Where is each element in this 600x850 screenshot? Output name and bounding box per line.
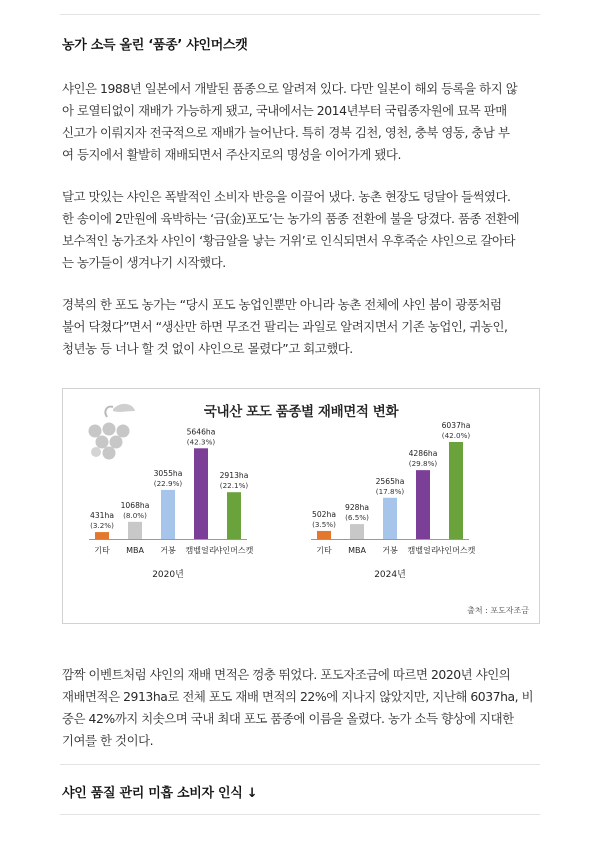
paragraph-line: 는 농가들이 생겨나기 시작했다. — [62, 255, 226, 270]
bar-share-label: (29.8%) — [408, 459, 438, 469]
category-label: 거봉 — [160, 546, 176, 555]
grape-area-chart — [62, 388, 540, 624]
bar-share-label: (3.2%) — [90, 521, 114, 531]
section-heading-shine-income: 농가 소득 올린 ‘품종’ 샤인머스캣 — [62, 38, 248, 53]
paragraph-line: 아 로열티없이 재배가 가능하게 됐고, 국내에서는 2014년부터 국립종자원에 묘목 판매 — [62, 103, 507, 118]
bar-share-label: (22.9%) — [153, 478, 183, 488]
paragraph-line: 재배면적은 2913ha로 전체 포도 재배 면적의 22%에 지나지 않았지만, 지난해 6037ha, 비 — [62, 689, 534, 704]
paragraph-line: 신고가 이뤄지자 전국적으로 재배가 늘어난다. 특히 경북 김천, 영천, 충북 영동, 충남 부 — [62, 125, 510, 140]
bar-share-label: (8.0%) — [123, 510, 147, 520]
bar-share-label: (6.5%) — [345, 513, 369, 523]
bar — [350, 524, 364, 539]
bar-value-label: 1068ha — [120, 500, 150, 510]
paragraph-2 — [62, 186, 540, 274]
paragraph-line: 깜짝 이벤트처럼 샤인의 재배 면적은 껑충 뛰었다. 포도자조금에 따르면 2020년 샤인의 — [62, 667, 511, 682]
bar-value-label: 502ha — [312, 509, 336, 519]
category-label: 캠벨얼리 — [185, 546, 217, 555]
bar-share-label: (3.5%) — [312, 519, 336, 529]
paragraph-3 — [62, 294, 540, 360]
bar — [128, 522, 142, 539]
chart-title: 국내산 포도 품종별 재배면적 변화 — [203, 404, 399, 420]
bar-value-label: 3055ha — [153, 468, 183, 478]
bar-value-label: 431ha — [90, 511, 114, 521]
bar-share-label: (42.3%) — [186, 437, 216, 447]
category-label: 기타 — [316, 546, 332, 555]
bar — [227, 492, 241, 539]
bar-share-label: (42.0%) — [441, 431, 471, 441]
category-label: 샤인머스캣 — [436, 546, 476, 555]
paragraph-line: 중은 42%까지 치솟으며 국내 최대 포도 품종에 이름을 올렸다. 농가 소득 향상에 지대한 — [62, 711, 514, 726]
panel-year-label: 2024년 — [374, 570, 406, 580]
paragraph-line: 달고 맛있는 샤인은 폭발적인 소비자 반응을 이끌어 냈다. 농촌 현장도 덩달아 들썩였다. — [62, 189, 511, 204]
bar-value-label: 5646ha — [186, 427, 216, 437]
category-label: MBA — [126, 546, 144, 555]
bar-share-label: (22.1%) — [219, 481, 249, 491]
bar-chart-svg — [63, 389, 539, 623]
paragraph-line: 한 송이에 2만원에 육박하는 ‘금(金)포도’는 농가의 품종 전환에 불을 당겼다. 품종 전환에 — [62, 211, 520, 226]
section-divider — [60, 764, 540, 765]
chart-source: 출처 : 포도자조금 — [467, 606, 529, 615]
category-label: 기타 — [94, 546, 110, 555]
bar — [416, 470, 430, 539]
category-label: 거봉 — [382, 546, 398, 555]
bar — [95, 532, 109, 539]
bar-value-label: 2565ha — [375, 476, 405, 486]
bar-share-label: (17.8%) — [375, 486, 405, 496]
bar — [194, 448, 208, 539]
bar — [317, 531, 331, 539]
section-heading-quality: 샤인 품질 관리 미흡 소비자 인식 ↓ — [62, 786, 258, 801]
panel-year-label: 2020년 — [152, 570, 184, 580]
grape-icon — [89, 404, 136, 460]
paragraph-4 — [62, 664, 540, 752]
bar-value-label: 2913ha — [219, 471, 249, 481]
bar-value-label: 928ha — [345, 503, 369, 513]
bar — [161, 490, 175, 539]
paragraph-line: 여 등지에서 활발히 재배되면서 주산지로의 명성을 이어가게 됐다. — [62, 147, 401, 162]
paragraph-line: 청년농 등 너나 할 것 없이 샤인으로 몰렸다”고 회고했다. — [62, 341, 353, 356]
paragraph-line: 기여를 한 것이다. — [62, 733, 154, 748]
category-label: MBA — [348, 546, 366, 555]
paragraph-line: 불어 닥쳤다”면서 “생산만 하면 무조건 팔리는 과일로 알려지면서 기존 농업인, 귀농인, — [62, 319, 508, 334]
bar-value-label: 4286ha — [408, 449, 438, 459]
paragraph-line: 경북의 한 포도 농가는 “당시 포도 농업인뿐만 아니라 농촌 전체에 샤인 붐이 광풍처럼 — [62, 297, 502, 312]
category-label: 캠벨얼리 — [407, 546, 439, 555]
bar-value-label: 6037ha — [441, 421, 471, 431]
paragraph-1 — [62, 78, 540, 166]
category-label: 샤인머스캣 — [214, 546, 254, 555]
top-divider — [60, 14, 540, 15]
bar — [449, 442, 463, 539]
bar — [383, 498, 397, 539]
paragraph-line: 보수적인 농가조차 샤인이 ‘황금알을 낳는 거위’로 인식되면서 우후죽순 샤인으로 갈아타 — [62, 233, 516, 248]
paragraph-line: 샤인은 1988년 일본에서 개발된 품종으로 알려져 있다. 다만 일본이 해외 등록을 하지 않 — [62, 81, 518, 96]
bottom-divider — [60, 814, 540, 815]
